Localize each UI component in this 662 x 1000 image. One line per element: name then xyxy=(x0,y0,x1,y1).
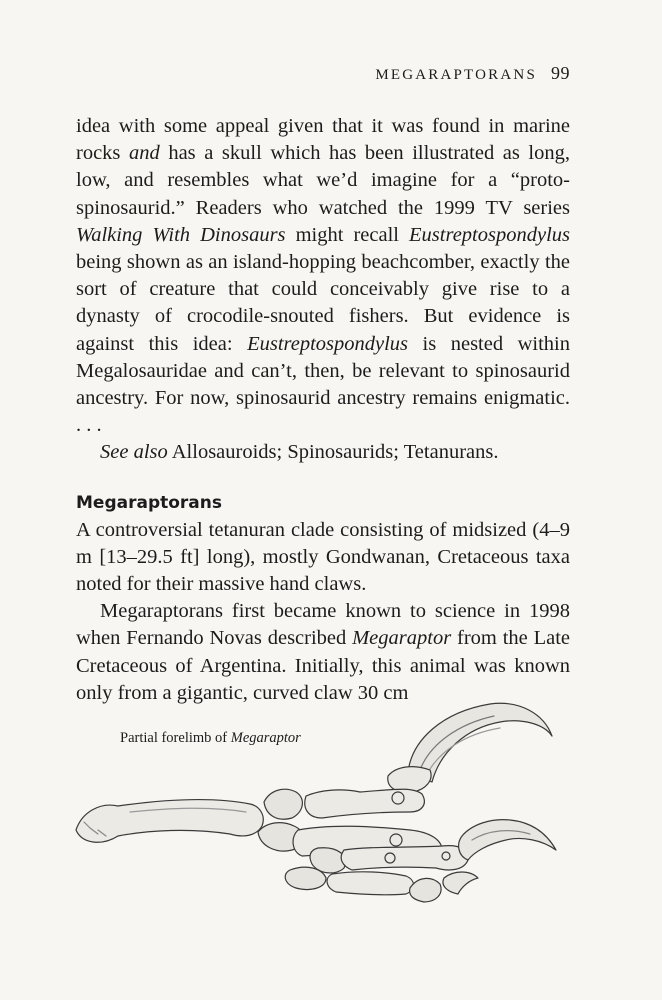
paragraph-intro xyxy=(76,598,570,707)
running-head xyxy=(375,63,570,84)
running-title: MEGARAPTORANS xyxy=(375,67,537,83)
text-segment: has a skull which has been illustrated as long, low, and resembles what we’d imagine for a “proto-spinosaurid.” Readers who watched the 1999 TV series xyxy=(76,142,570,219)
italic-segment: Eustreptospondylus xyxy=(409,223,570,246)
text-segment: is nested within Megalosauridae and can’t, then, be relevant to spinosaurid ancestry. For now, spinosaurid ancestry remains enigmatic. . . . xyxy=(76,332,570,437)
text-segment: A controversial tetanuran clade consisting of midsized (4–9 m [13–29.5 ft] long), mostly Gondwanan, Cretaceous taxa noted for their massive hand claws. xyxy=(76,518,570,596)
text-segment: being shown as an island-hopping beachcomber, exactly the sort of creature that could conceivably give rise to a dynasty of crocodile-snouted fishers. But evidence is against this idea: xyxy=(76,251,570,355)
text-segment: Megaraptorans first became known to science in 1998 when Fernando Novas described xyxy=(76,600,570,650)
figure-caption xyxy=(120,730,301,747)
italic-segment: Walking With Dinosaurs xyxy=(76,223,286,246)
text-segment: Allosauroids; Spinosaurids; Tetanurans. xyxy=(167,441,499,464)
entry-definition xyxy=(76,517,570,599)
text-segment: from the Late Cretaceous of Argentina. Initially, this animal was known only from a gigantic, curved claw 30 cm xyxy=(76,627,571,704)
see-also-line xyxy=(76,439,570,466)
entry-heading: Megaraptorans xyxy=(76,492,222,513)
forearm-bone-drawing xyxy=(76,800,263,843)
metacarpal-drawing xyxy=(258,789,468,873)
paragraph-continued xyxy=(76,113,570,439)
text-segment: Partial forelimb of xyxy=(120,730,231,746)
body-text xyxy=(76,113,570,707)
italic-segment: and xyxy=(128,142,160,165)
italic-segment: See also xyxy=(100,441,168,464)
phalanx-drawing xyxy=(285,867,478,902)
italic-segment: Megaraptor xyxy=(230,730,301,746)
text-segment: idea with some appeal given that it was found in marine rocks xyxy=(76,115,570,165)
second-claw-drawing xyxy=(459,820,556,860)
italic-segment: Eustreptospondylus xyxy=(247,332,409,355)
page-number: 99 xyxy=(551,63,570,83)
text-segment: might recall xyxy=(285,223,410,246)
italic-segment: Megaraptor xyxy=(352,627,452,650)
large-claw-drawing xyxy=(388,703,552,792)
